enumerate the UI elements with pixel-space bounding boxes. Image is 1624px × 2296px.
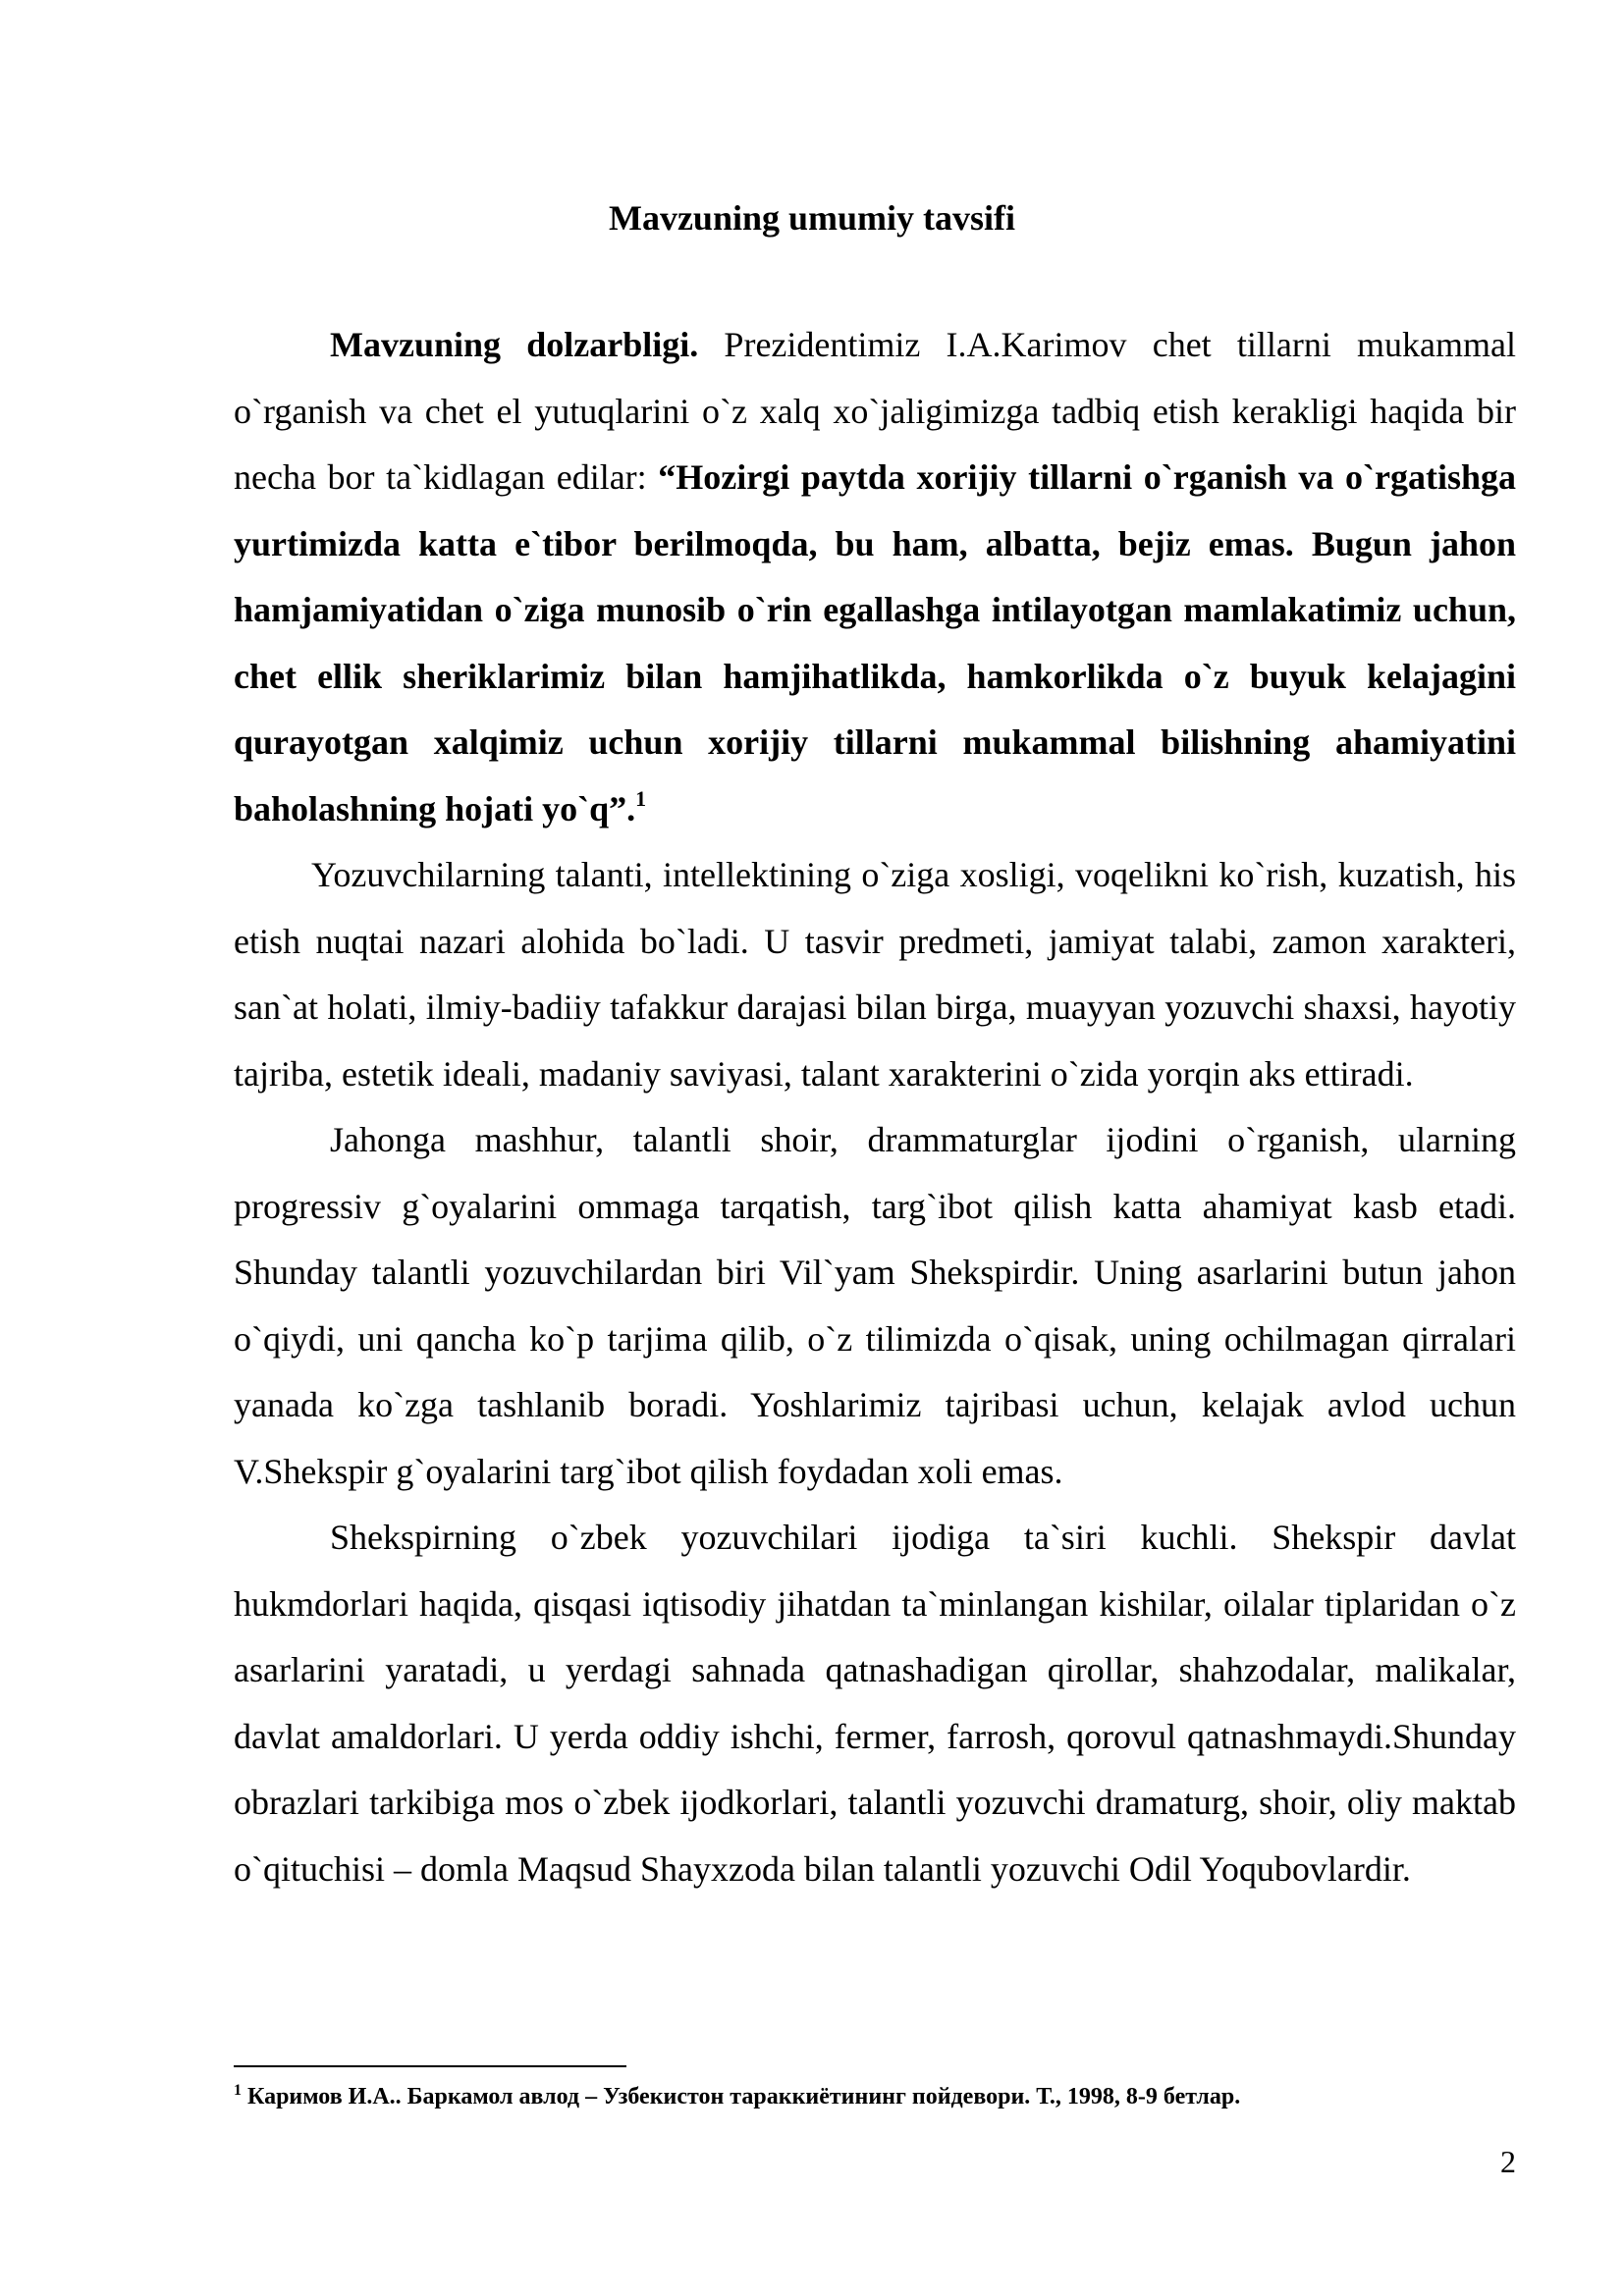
relevance-label: Mavzuning dolzarbligi. — [330, 325, 699, 364]
document-body — [234, 312, 1516, 1902]
page-number: 2 — [1500, 2144, 1516, 2179]
footnote-text: Каримов И.А.. Баркамол авлод – Узбекистон тараккиётининг пойдевори. Т., 1998, 8-9 бетлар. — [242, 2084, 1241, 2109]
paragraph-writers-talent: Yozuvchilarning talanti, intellektining o`ziga xosligi, voqelikni ko`rish, kuzatish, his etish nuqtai nazari alohida bo`ladi. U tasvir predmeti, jamiyat talabi, zamon xarakteri, san`at holati, ilmiy-badiiy tafakkur darajasi bilan birga, muayyan yozuvchi shaxsi, hayotiy tajriba, estetik ideali, madaniy saviyasi, talant xarakterini o`zida yorqin aks ettiradi. — [234, 855, 1516, 1094]
footnote-separator — [234, 2065, 626, 2067]
footnote-mark: 1 — [234, 2082, 242, 2099]
paragraph-influence: Shekspirning o`zbek yozuvchilari ijodiga ta`siri kuchli. Shekspir davlat hukmdorlari haqida, qisqasi iqtisodiy jihatdan ta`minlangan kishilar, oilalar tiplaridan o`z asarlarini yaratadi, u yerdagi sahnada qatnashadigan qirollar, shahzodalar, malikalar, davlat amaldorlari. U yerda oddiy ishchi, fermer, farrosh, qorovul qatnashmaydi.Shunday obrazlari tarkibiga mos o`zbek ijodkorlari, talantli yozuvchi dramaturg, shoir, oliy maktab o`qituchisi – domla Maqsud Shayxzoda bilan talantli yozuvchi Odil Yoqubovlardir. — [234, 1518, 1516, 1889]
relevance-text: Prezidentimiz I.A.Karimov chet tillarni mukammal o`rganish va chet el yutuqlarini o`z xalq xo`jaligimizga tadbiq etish kerakligi haqida bir necha bor ta`kidlagan edilar: — [234, 325, 1516, 497]
section-heading: Mavzuning umumiy tavsifi — [608, 198, 1016, 238]
footnote — [234, 2079, 1516, 2114]
paragraph-shakespeare: Jahonga mashhur, talantli shoir, drammaturglar ijodini o`rganish, ularning progressiv g`oyalarini ommaga tarqatish, targ`ibot qilish katta ahamiyat kasb etadi. Shunday talantli yozuvchilardan biri Vil`yam Shekspirdir. Uning asarlarini butun jahon o`qiydi, uni qancha ko`p tarjima qilib, o`z tilimizda o`qisak, uning ochilmagan qirralari yanada ko`zga tashlanib boradi. Yoshlarimiz tajribasi uchun, kelajak avlod uchun V.Shekspir g`oyalarini targ`ibot qilish foydadan xoli emas. — [234, 1120, 1516, 1491]
paragraph-relevance — [234, 312, 1516, 842]
president-quote: “Hozirgi paytda xorijiy tillarni o`rganish va o`rgatishga yurtimizda katta e`tibor berilmoqda, bu ham, albatta, bejiz emas. Bugun jahon hamjamiyatidan o`ziga munosib o`rin egallashga intilayotgan mamlakatimiz uchun, chet ellik sheriklarimiz bilan hamjihatlikda, hamkorlikda o`z buyuk kelajagini qurayotgan xalqimiz uchun xorijiy tillarni mukammal bilishning ahamiyatini baholashning hojati yo`q”. — [234, 457, 1516, 828]
footnote-reference: 1 — [635, 785, 647, 811]
